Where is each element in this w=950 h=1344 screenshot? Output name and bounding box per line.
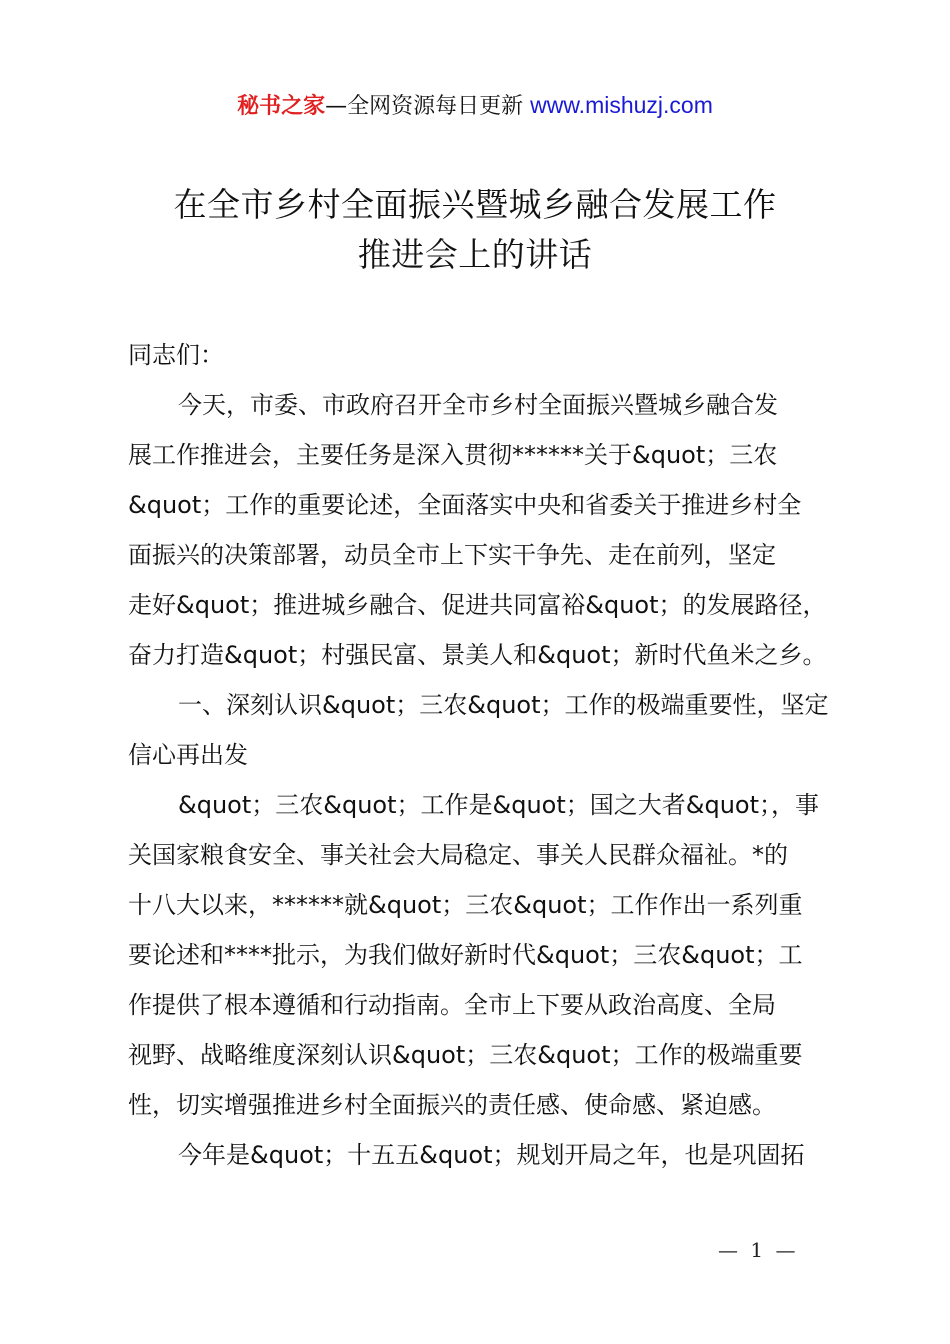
body-line: &quot；三农&quot；工作是&quot；国之大者&quot；，事 (178, 791, 820, 819)
site-header (0, 88, 950, 124)
body-line: 展工作推进会，主要任务是深入贯彻******关于&quot；三农 (128, 441, 778, 469)
section-heading-line: 信心再出发 (128, 741, 248, 769)
body-line: 走好&quot；推进城乡融合、促进共同富裕&quot；的发展路径， (128, 591, 827, 619)
body-line: 性，切实增强推进乡村全面振兴的责任感、使命感、紧迫感。 (128, 1091, 776, 1119)
body-line: 作提供了根本遵循和行动指南。全市上下要从政治高度、全局 (128, 991, 776, 1019)
body-line: 今年是&quot；十五五&quot；规划开局之年，也是巩固拓 (178, 1141, 805, 1169)
body-line: &quot；工作的重要论述，全面落实中央和省委关于推进乡村全 (128, 491, 802, 519)
document-body (128, 330, 833, 1180)
body-line: 今天，市委、市政府召开全市乡村全面振兴暨城乡融合发 (178, 391, 778, 419)
title-line-2: 推进会上的讲话 (357, 235, 593, 274)
brand-name: 秘书之家 (237, 94, 326, 119)
salutation: 同志们： (128, 341, 224, 369)
section-heading-line: 一、深刻认识&quot；三农&quot；工作的极端重要性，坚定 (178, 691, 829, 719)
body-line: 视野、战略维度深刻认识&quot；三农&quot；工作的极端重要 (128, 1041, 803, 1069)
body-line: 十八大以来，******就&quot；三农&quot；工作作出一系列重 (128, 891, 803, 919)
document-title (0, 180, 950, 280)
site-url-link[interactable]: www.mishuzj.com (530, 92, 713, 118)
header-tagline: —全网资源每日更新 (325, 94, 531, 119)
body-line: 面振兴的决策部署，动员全市上下实干争先、走在前列，坚定 (128, 541, 776, 569)
title-line-1: 在全市乡村全面振兴暨城乡融合发展工作 (173, 185, 777, 224)
body-line: 要论述和****批示，为我们做好新时代&quot；三农&quot；工 (128, 941, 803, 969)
body-line: 关国家粮食安全、事关社会大局稳定、事关人民群众福祉。*的 (128, 841, 788, 869)
body-line: 奋力打造&quot；村强民富、景美人和&quot；新时代鱼米之乡。 (128, 641, 827, 669)
page-number: — 1 — (718, 1238, 799, 1262)
